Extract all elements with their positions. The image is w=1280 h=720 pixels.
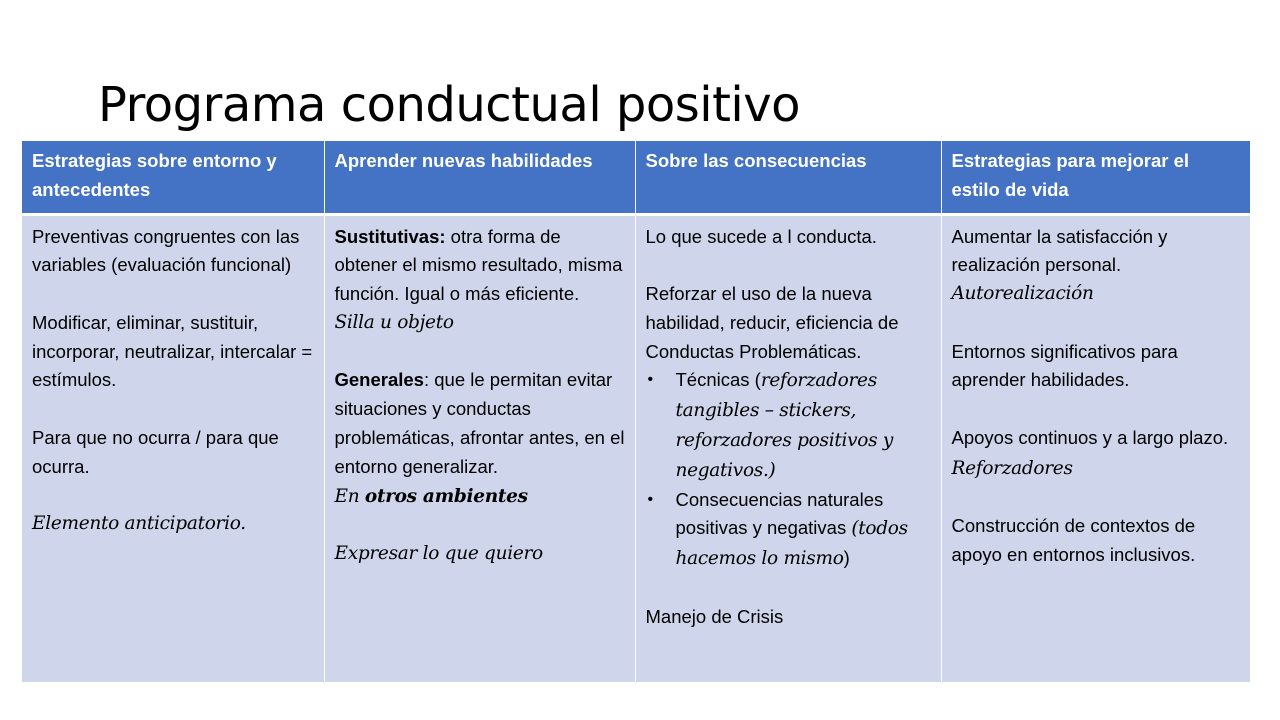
cell-estilo-de-vida (941, 214, 1250, 682)
text-sustitutivas-desc: otra forma de obtener el mismo resultado, misma función. Igual o más eficiente. (334, 225, 623, 305)
text-en: En (334, 485, 365, 507)
strategy-table (22, 141, 1250, 682)
text-en-otros-ambientes (335, 482, 625, 512)
bullet-list (646, 366, 931, 574)
text-expresar: Expresar lo que quiero (334, 543, 543, 565)
text-sustitutivas (335, 223, 625, 309)
cell-consecuencias (635, 214, 941, 682)
text-reforzar: Reforzar el uso de la nueva habilidad, reducir, eficiencia de Conductas Problemáticas. (645, 283, 899, 362)
list-item (646, 366, 931, 485)
text-tecnicas: Técnicas ( (675, 369, 761, 391)
text-generales (335, 366, 625, 481)
text-aumentar: Aumentar la satisfacción y realización personal. (951, 225, 1168, 276)
text-close-paren: ) (843, 547, 850, 569)
table-header-row (22, 141, 1250, 214)
bullet-dot-icon: • (647, 490, 654, 508)
text-apoyos-continuos: Apoyos continuos y a largo plazo. (951, 427, 1229, 449)
text-todos-hacemos: (todos hacemos lo mismo (675, 518, 908, 570)
list-item (646, 486, 931, 574)
header-estilo-de-vida: Estrategias para mejorar el estilo de vida (941, 141, 1250, 214)
text-generales-desc: : que le permitan evitar situaciones y conductas problemáticas, afrontar antes, en el entorno generalizar. (334, 369, 625, 477)
text-preventivas: Preventivas congruentes con las variables (evaluación funcional) (32, 225, 300, 276)
text-manejo-de-crisis: Manejo de Crisis (645, 605, 784, 627)
text-construccion: Construcción de contextos de apoyo en entornos inclusivos. (951, 515, 1196, 566)
text-reforzadores: Reforzadores (951, 457, 1073, 479)
text-para-que: Para que no ocurra / para que ocurra. (32, 427, 279, 477)
header-consecuencias: Sobre las consecuencias (635, 141, 941, 214)
header-entorno-antecedentes: Estrategias sobre entorno y antecedentes (22, 141, 324, 214)
slide-title: Programa conductual positivo (98, 77, 801, 133)
bullet-dot-icon: • (647, 371, 654, 389)
label-sustitutivas: Sustitutivas: (334, 225, 446, 247)
text-consecuencias-naturales: Consecuencias naturales positivas y negativas (675, 488, 884, 539)
text-otros-ambientes: otros ambientes (364, 485, 528, 507)
text-reforzadores-tangibles: reforzadores tangibles – stickers, reforzadores positivos y negativos.) (675, 370, 894, 481)
text-silla-u-objeto: Silla u objeto (334, 311, 454, 333)
table-body-row (22, 214, 1250, 682)
text-elemento-anticipatorio: Elemento anticipatorio. (32, 513, 246, 535)
text-autorealizacion: Autorealización (951, 283, 1094, 305)
header-nuevas-habilidades: Aprender nuevas habilidades (324, 141, 635, 214)
text-lo-que-sucede: Lo que sucede a l conducta. (645, 225, 877, 247)
text-entornos: Entornos significativos para aprender habilidades. (951, 340, 1178, 391)
text-modificar: Modificar, eliminar, sustituir, incorporar, neutralizar, intercalar = estímulos. (32, 311, 313, 391)
text-apoyos (952, 424, 1241, 484)
label-generales: Generales (334, 369, 424, 391)
cell-nuevas-habilidades (324, 214, 635, 682)
cell-entorno-antecedentes (22, 214, 324, 682)
